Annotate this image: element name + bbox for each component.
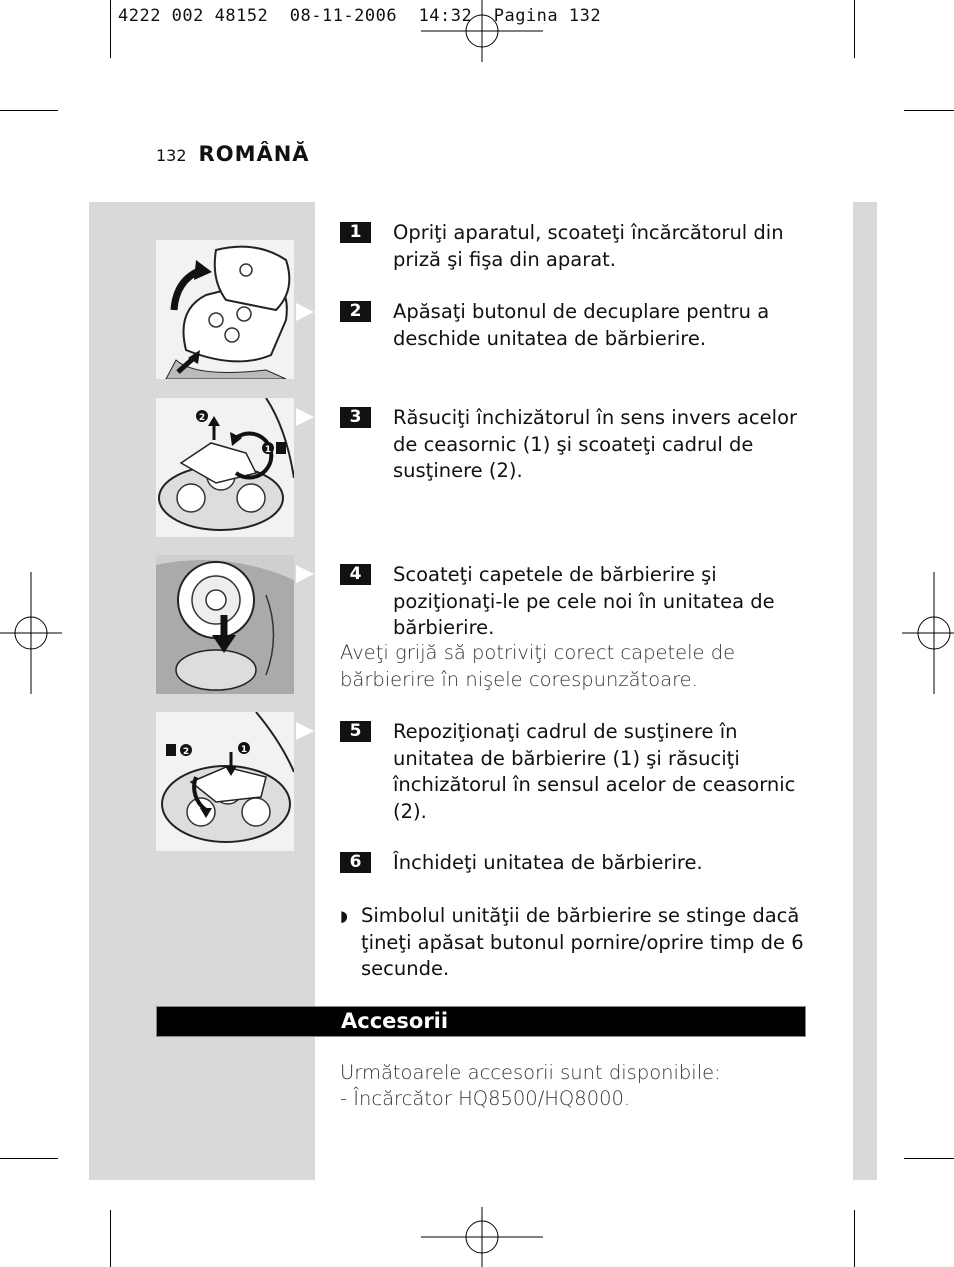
step-text: Repoziţionaţi cadrul de susţinere în unitatea de bărbierire (1) şi răsuciţi închizătorul în sensul acelor de ceasornic (2).: [393, 720, 796, 823]
step-1: [340, 220, 810, 273]
illustration-open-shaving-unit: [156, 240, 294, 379]
section-title: Accesorii: [341, 1009, 449, 1033]
illustration-remove-retaining-frame: [156, 398, 294, 537]
step-5: [340, 719, 810, 825]
step-4: [340, 562, 810, 642]
crop-mark-line: [110, 0, 111, 58]
figure-label-one: 1: [240, 745, 248, 755]
step-number-box: 3: [340, 407, 371, 428]
crop-mark-line: [0, 1158, 58, 1159]
registration-mark-icon: [902, 572, 954, 694]
right-margin-band: [853, 202, 877, 1180]
crop-mark-line: [110, 1210, 111, 1267]
figure-label-two: 2: [198, 413, 206, 423]
illustration-pointer: [296, 303, 314, 321]
registration-mark-icon: [421, 0, 543, 62]
illustration-pointer: [296, 722, 314, 740]
page-number: 132: [156, 146, 187, 165]
step-text: Apăsaţi butonul de decuplare pentru a deschide unitatea de bărbierire.: [393, 300, 770, 350]
step-number-box: 2: [340, 301, 371, 322]
page-header: [156, 142, 310, 166]
step-text: Scoateţi capetele de bărbierire şi poziţionaţi-le pe cele noi în unitatea de bărbierire.: [393, 563, 775, 639]
step-4-note: Aveţi grijă să potriviţi corect capetele de bărbierire în nişele corespunzătoare.: [340, 641, 736, 691]
crop-mark-line: [0, 110, 58, 111]
registration-mark-icon: [421, 1207, 543, 1267]
result-bullet: [340, 903, 810, 983]
illustration-pointer: [296, 565, 314, 583]
registration-mark-icon: [0, 572, 62, 694]
step-number-box: 1: [340, 222, 371, 243]
step-number-box: 4: [340, 564, 371, 585]
figure-label-one: 1: [264, 445, 272, 455]
figure-label-two: 2: [182, 747, 190, 757]
step-text: Opriţi aparatul, scoateţi încărcătorul din priză şi fişa din aparat.: [393, 221, 784, 271]
accessory-item: - Încărcător HQ8500/HQ8000.: [340, 1087, 631, 1110]
step-number-box: 6: [340, 852, 371, 873]
step-2: [340, 299, 810, 352]
illustration-reposition-retaining-frame: [156, 712, 294, 851]
crop-mark-line: [904, 1158, 954, 1159]
illustration-replace-shaving-heads: [156, 555, 294, 694]
print-header: 4222 002 48152 08-11-2006 14:32 Pagina 132: [118, 6, 602, 26]
crop-mark-line: [904, 110, 954, 111]
illustration-pointer: [296, 408, 314, 426]
crop-mark-line: [854, 1210, 855, 1267]
section-header-bar: [156, 1006, 806, 1037]
accessories-intro: Următoarele accesorii sunt disponibile:: [340, 1061, 721, 1084]
crop-mark-line: [854, 0, 855, 58]
step-3: [340, 405, 810, 485]
step-6: [340, 850, 810, 877]
step-text: Închideţi unitatea de bărbierire.: [393, 851, 703, 874]
bullet-arrow-icon: ◗: [340, 907, 348, 925]
step-text: Răsuciţi închizătorul în sens invers acelor de ceasornic (1) şi scoateţi cadrul de susţinere (2).: [393, 406, 798, 482]
bullet-text: Simbolul unităţii de bărbierire se stinge dacă ţineţi apăsat butonul pornire/oprire timp de 6 secunde.: [361, 904, 804, 980]
step-number-box: 5: [340, 721, 371, 742]
page-language-title: ROMÂNĂ: [198, 142, 310, 166]
